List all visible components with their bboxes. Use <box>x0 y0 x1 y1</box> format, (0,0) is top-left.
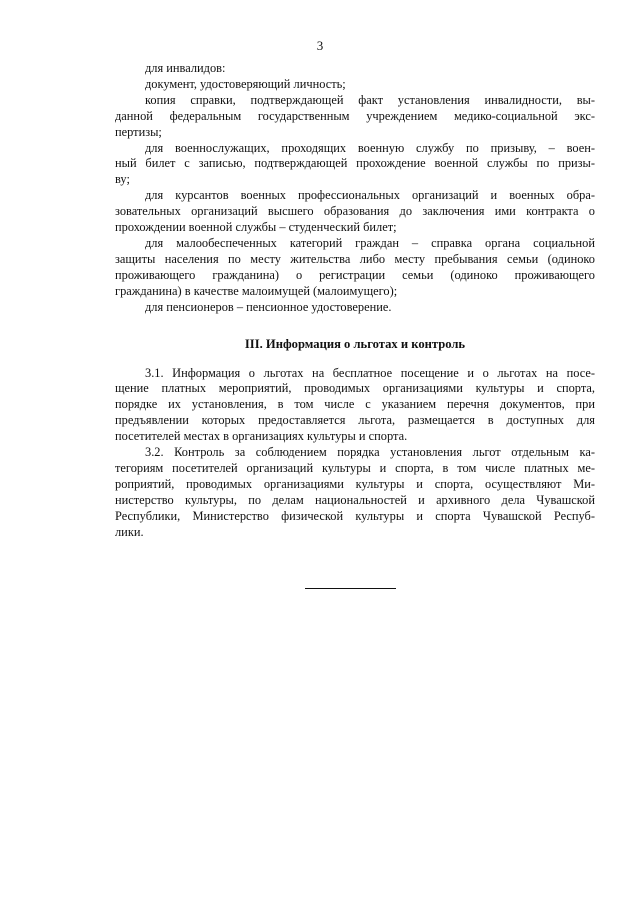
text-line: прохождении военной службы – студенческий билет; <box>115 220 397 235</box>
text-line: для военнослужащих, проходящих военную службу по призыву, – воен- <box>145 140 595 155</box>
list-item <box>115 188 595 236</box>
text-line: проживающего гражданина) о регистрации семьи (одиноко проживающего <box>115 267 595 282</box>
text-line: копия справки, подтверждающей факт установления инвалидности, вы- <box>145 92 595 107</box>
text-line: данной федеральным государственным учреждением медико-социальной экс- <box>115 108 595 123</box>
text-line: ный билет с записью, подтверждающей прохождение военной службы по призы- <box>115 156 595 171</box>
list-item <box>115 93 595 141</box>
text-line: 3.1. Информация о льготах на бесплатное посещение и о льготах на посе- <box>145 365 595 380</box>
text-line: тегориям посетителей организаций культуры и спорта, в том числе платных ме- <box>115 460 595 475</box>
text-line: нистерство культуры, по делам национальностей и архивного дела Чувашской <box>115 492 595 507</box>
text-line: зовательных организаций высшего образования до заключения ими контракта о <box>115 204 595 219</box>
document-body <box>115 61 595 540</box>
section-heading: III. Информация о льготах и контроль <box>244 336 466 351</box>
text-line: для курсантов военных профессиональных организаций и военных обра- <box>145 188 595 203</box>
list-item <box>115 300 595 316</box>
section-body <box>115 366 595 541</box>
text-line: посетителей местах в организациях культуры и спорта. <box>115 429 408 444</box>
text-line: ву; <box>115 172 130 187</box>
text-line: для пенсионеров – пенсионное удостоверение. <box>145 299 392 314</box>
documents-list <box>115 61 595 316</box>
text-line: предъявлении которых предоставляется льгота, размещается в доступных для <box>115 413 595 428</box>
text-line: щение платных мероприятий, проводимых организациями культуры и спорта, <box>115 381 595 396</box>
list-item <box>115 61 595 77</box>
text-line: пертизы; <box>115 124 162 139</box>
text-line: защиты населения по месту жительства либо месту пребывания семьи (одиноко <box>115 251 595 266</box>
section-paragraph <box>115 366 595 446</box>
text-line: для инвалидов: <box>145 61 226 75</box>
text-line: лики. <box>115 524 144 539</box>
list-item <box>115 141 595 189</box>
text-line: роприятий, проводимых организациями культуры и спорта, осуществляют Ми- <box>115 476 595 491</box>
text-line: порядке их установления, в том числе с указанием перечня документов, при <box>115 397 595 412</box>
page-number: 3 <box>316 38 324 53</box>
end-separator-line <box>305 588 396 589</box>
text-line: гражданина) в качестве малоимущей (малоимущего); <box>115 283 398 298</box>
text-line: Республики, Министерство физической культуры и спорта Чувашской Респуб- <box>115 508 595 523</box>
text-line: документ, удостоверяющий личность; <box>145 76 346 91</box>
text-line: 3.2. Контроль за соблюдением порядка установления льгот отдельным ка- <box>145 445 595 460</box>
text-line: для малообеспеченных категорий граждан – справка органа социальной <box>145 235 595 250</box>
list-item <box>115 236 595 300</box>
list-item <box>115 77 595 93</box>
section-paragraph <box>115 445 595 540</box>
